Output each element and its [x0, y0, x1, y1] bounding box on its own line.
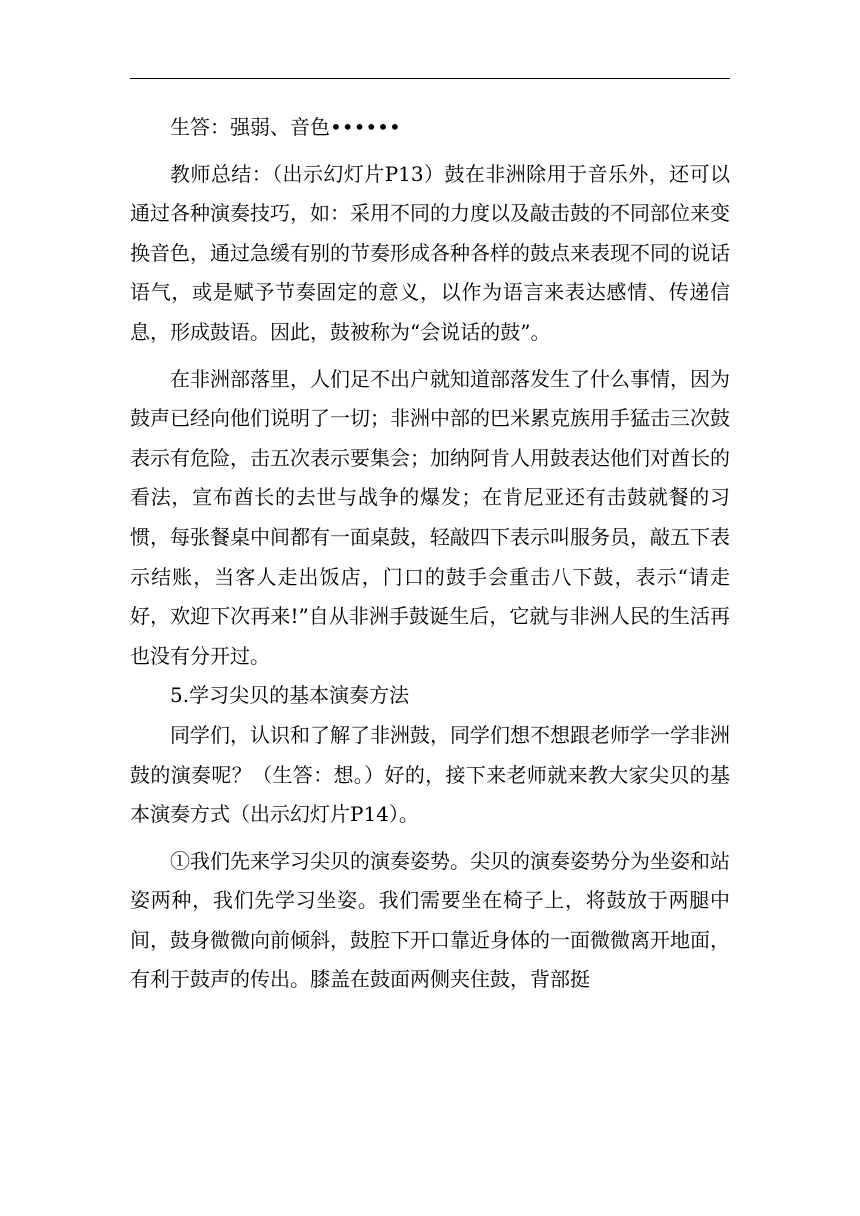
paragraph-invitation: 同学们，认识和了解了非洲鼓，同学们想不想跟老师学一学非洲鼓的演奏呢？（生答：想。）好的，接下来老师就来教大家尖贝的基本演奏方式（出示幻灯片P14）。 — [130, 722, 730, 827]
paragraph-teacher-summary: 教师总结：（出示幻灯片P13）鼓在非洲除用于音乐外，还可以通过各种演奏技巧，如：采用不同的力度以及敲击鼓的不同部位来变换音色，通过急缓有别的节奏形成各种各样的鼓点来表现不同的说话语气，或是赋予节奏固定的意义，以作为语言来表达感情、传递信息，形成鼓语。因此，鼓被称为“会说话的鼓”。 — [130, 161, 730, 344]
section-heading-djembe-method: 5.学习尖贝的基本演奏方法 — [170, 683, 410, 708]
document-body — [130, 108, 730, 1000]
paragraph-africa-tribes: 在非洲部落里，人们足不出户就知道部落发生了什么事情，因为鼓声已经向他们说明了一切；非洲中部的巴米累克族用手猛击三次鼓表示有危险，击五次表示要集会；加纳阿肯人用鼓表达他们对酋长的看法，宣布酋长的去世与战争的爆发；在肯尼亚还有击鼓就餐的习惯，每张餐桌中间都有一面桌鼓，轻敲四下表示叫服务员，敲五下表示结账，当客人走出饭店，门口的鼓手会重击八下鼓，表示“请走好，欢迎下次再来!”自从非洲手鼓诞生后，它就与非洲人民的生活再也没有分开过。 — [130, 366, 730, 668]
header-rule — [130, 78, 730, 79]
paragraph-posture: ①我们先来学习尖贝的演奏姿势。尖贝的演奏姿势分为坐姿和站姿两种，我们先学习坐姿。我们需要坐在椅子上，将鼓放于两腿中间，鼓身微微向前倾斜，鼓腔下开口靠近身体的一面微微离开地面，有利于鼓声的传出。膝盖在鼓面两侧夹住鼓，背部挺 — [130, 848, 730, 992]
paragraph-student-answer: 生答：强弱、音色•••••• — [170, 115, 401, 139]
